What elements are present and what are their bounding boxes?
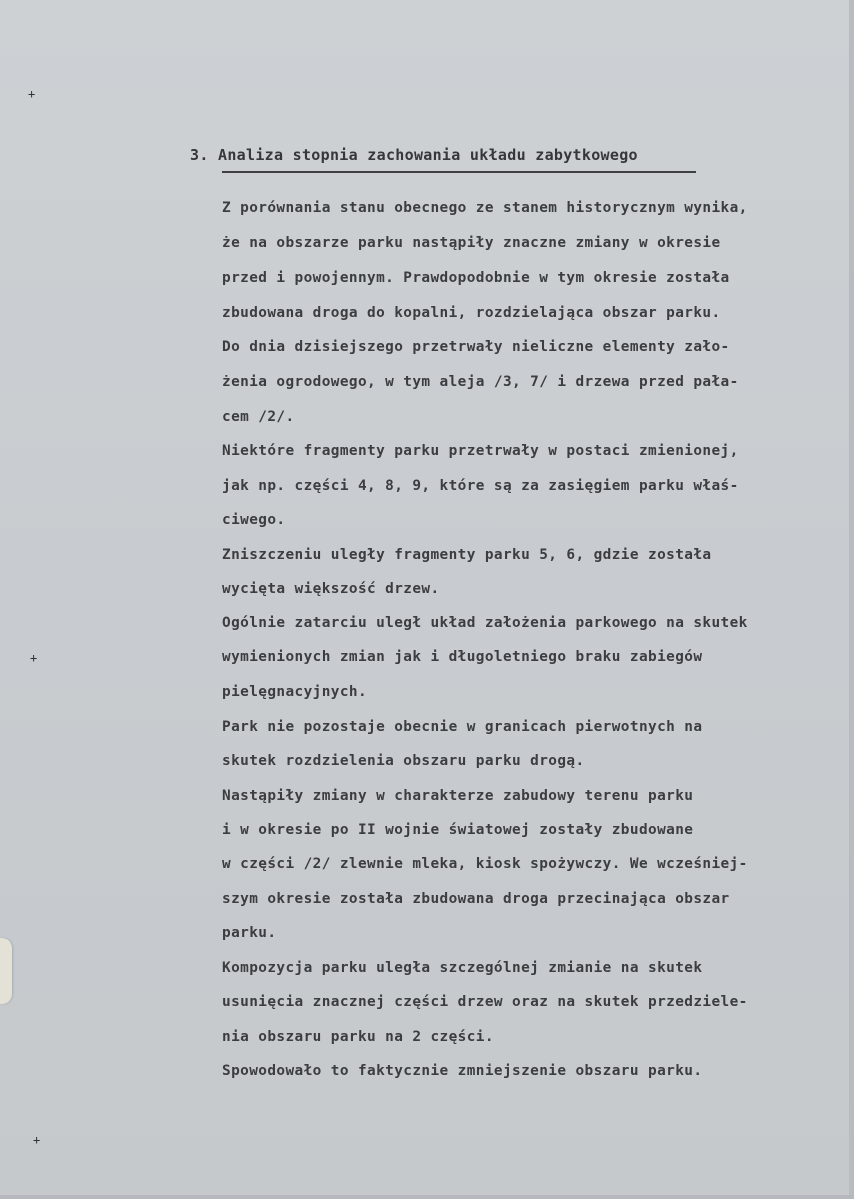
text-line: wymienionych zmian jak i długoletniego braku zabiegów bbox=[222, 649, 703, 665]
text-line: szym okresie została zbudowana droga przecinająca obszar bbox=[222, 891, 730, 907]
text-line: i w okresie po II wojnie światowej zostały zbudowane bbox=[222, 822, 694, 838]
text-line: zbudowana droga do kopalni, rozdzielająca obszar parku. bbox=[222, 305, 721, 321]
text-line: Do dnia dzisiejszego przetrwały nieliczne elementy zało- bbox=[222, 339, 730, 355]
text-line: Zniszczeniu uległy fragmenty parku 5, 6, gdzie została bbox=[222, 547, 712, 563]
text-line: że na obszarze parku nastąpiły znaczne zmiany w okresie bbox=[222, 235, 721, 251]
text-line: nia obszaru parku na 2 części. bbox=[222, 1029, 494, 1045]
heading-underline bbox=[222, 171, 696, 173]
text-line: parku. bbox=[222, 925, 277, 941]
text-line: Z porównania stanu obecnego ze stanem historycznym wynika, bbox=[222, 200, 748, 216]
paper-edge-bottom bbox=[0, 1195, 854, 1199]
margin-mark: + bbox=[33, 1133, 41, 1147]
text-line: jak np. części 4, 8, 9, które są za zasięgiem parku właś- bbox=[222, 478, 739, 494]
text-line: przed i powojennym. Prawdopodobnie w tym okresie została bbox=[222, 270, 730, 286]
margin-mark: + bbox=[30, 651, 38, 665]
section-heading: 3. Analiza stopnia zachowania układu zabytkowego bbox=[190, 146, 638, 164]
margin-mark: + bbox=[28, 87, 36, 101]
text-line: Niektóre fragmenty parku przetrwały w postaci zmienionej, bbox=[222, 443, 739, 459]
text-line: w części /2/ zlewnie mleka, kiosk spożywczy. We wcześniej- bbox=[222, 856, 748, 872]
text-line: ciwego. bbox=[222, 512, 286, 528]
text-line: Park nie pozostaje obecnie w granicach pierwotnych na bbox=[222, 719, 703, 735]
text-line: Spowodowało to faktycznie zmniejszenie obszaru parku. bbox=[222, 1063, 703, 1079]
text-line: Nastąpiły zmiany w charakterze zabudowy terenu parku bbox=[222, 788, 694, 804]
paper-tear bbox=[0, 938, 12, 1004]
text-line: Kompozycja parku uległa szczególnej zmianie na skutek bbox=[222, 960, 703, 976]
text-line: usunięcia znacznej części drzew oraz na skutek przedziele- bbox=[222, 994, 748, 1010]
text-line: skutek rozdzielenia obszaru parku drogą. bbox=[222, 753, 585, 769]
paper-edge-right bbox=[849, 0, 854, 1199]
text-line: wycięta większość drzew. bbox=[222, 581, 440, 597]
text-line: żenia ogrodowego, w tym aleja /3, 7/ i drzewa przed pała- bbox=[222, 374, 739, 390]
text-line: cem /2/. bbox=[222, 409, 295, 425]
text-line: pielęgnacyjnych. bbox=[222, 684, 368, 700]
text-line: Ogólnie zatarciu uległ układ założenia parkowego na skutek bbox=[222, 615, 748, 631]
